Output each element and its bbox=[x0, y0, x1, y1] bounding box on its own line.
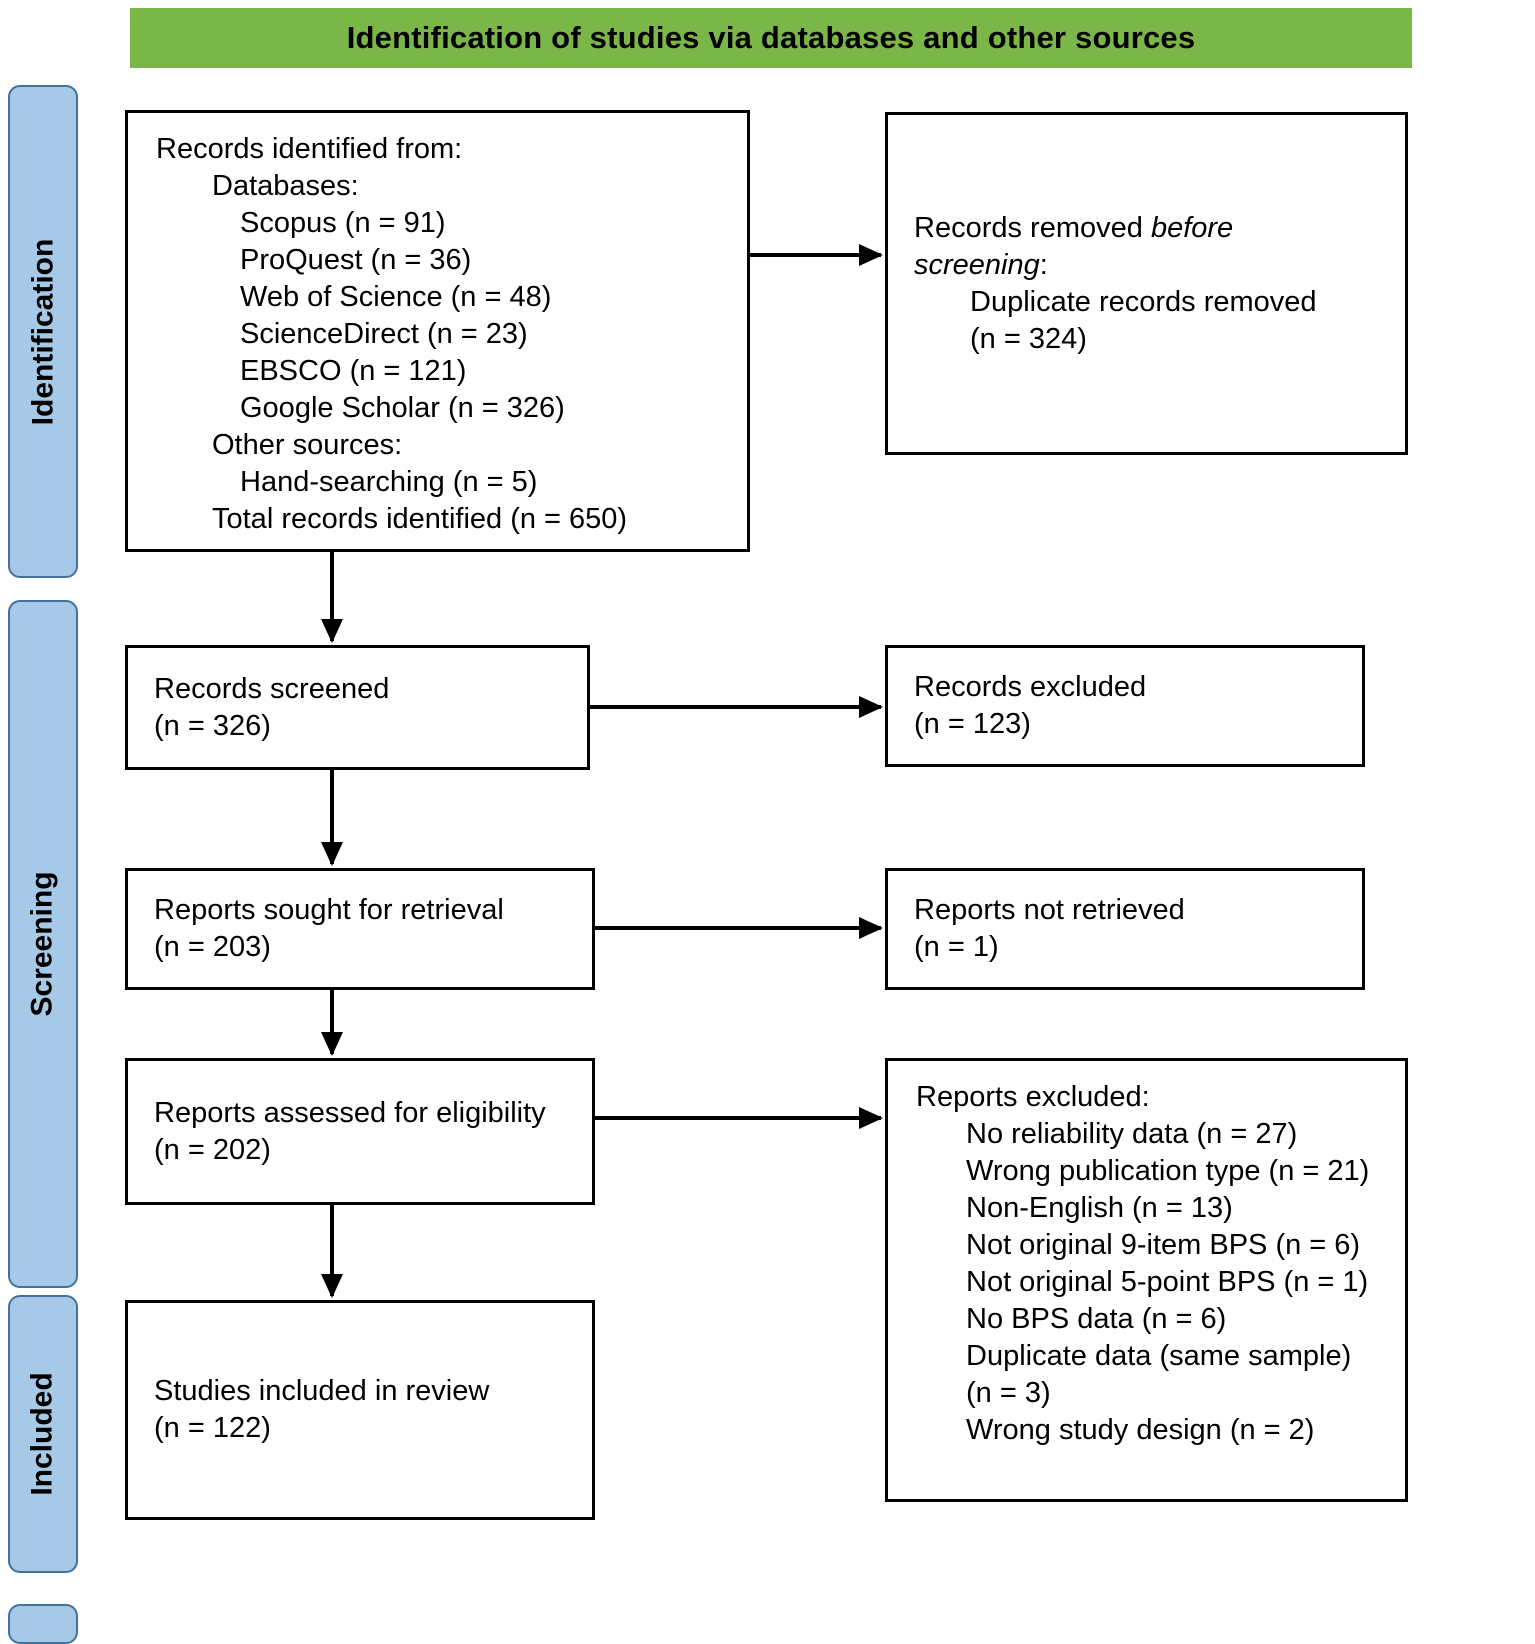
box-records-excluded bbox=[885, 645, 1365, 767]
text-line: (n = 202) bbox=[154, 1133, 271, 1166]
text-line: (n = 1) bbox=[914, 931, 999, 963]
text-line: (n = 123) bbox=[914, 708, 1031, 740]
text-line: No reliability data (n = 27) bbox=[966, 1118, 1298, 1150]
text-line: Wrong study design (n = 2) bbox=[966, 1414, 1315, 1446]
box-reports-not-retrieved bbox=[885, 868, 1365, 990]
box-reports-assessed bbox=[125, 1058, 595, 1205]
text-line: Total records identified (n = 650) bbox=[212, 503, 628, 535]
stage-identification-label: Identification bbox=[26, 238, 60, 425]
text-line: Reports excluded: bbox=[916, 1081, 1150, 1113]
banner-title: Identification of studies via databases and other sources bbox=[130, 8, 1412, 68]
stage-included bbox=[8, 1295, 78, 1573]
text-line: No BPS data (n = 6) bbox=[966, 1303, 1227, 1335]
box-records-identified bbox=[125, 110, 750, 552]
box-reports-sought bbox=[125, 868, 595, 990]
text-line: Not original 9-item BPS (n = 6) bbox=[966, 1229, 1361, 1261]
text-line: Duplicate records removed (n = 324) bbox=[970, 285, 1317, 355]
text-line: Databases: bbox=[212, 170, 359, 202]
box-studies-included bbox=[125, 1300, 595, 1520]
text-line: Reports sought for retrieval bbox=[154, 894, 504, 926]
box-reports-excluded bbox=[885, 1058, 1408, 1502]
box-records-screened bbox=[125, 645, 590, 770]
text-line: Duplicate data (same sample) (n = 3) bbox=[966, 1340, 1352, 1409]
text-line: Reports assessed for eligibility bbox=[154, 1096, 546, 1129]
text-line: Scopus (n = 91) bbox=[240, 207, 446, 239]
text-segment: : bbox=[1039, 248, 1048, 281]
stage-partial-cropped bbox=[8, 1604, 78, 1644]
text-line: Records excluded bbox=[914, 671, 1147, 703]
text-line: Non-English (n = 13) bbox=[966, 1192, 1233, 1224]
text-line: Hand-searching (n = 5) bbox=[240, 466, 538, 498]
text-line: Wrong publication type (n = 21) bbox=[966, 1155, 1370, 1187]
text-line: EBSCO (n = 121) bbox=[240, 355, 467, 387]
text-line bbox=[914, 210, 1369, 284]
stage-identification bbox=[8, 85, 78, 578]
text-line: Web of Science (n = 48) bbox=[240, 281, 552, 313]
text-line: Other sources: bbox=[212, 429, 403, 461]
text-line: Records identified from: bbox=[156, 133, 463, 165]
stage-screening-label: Screening bbox=[26, 871, 59, 1017]
text-segment-italic: before screening bbox=[914, 211, 1234, 281]
text-line: (n = 326) bbox=[154, 709, 271, 742]
text-line: Not original 5-point BPS (n = 1) bbox=[966, 1266, 1369, 1298]
text-line: (n = 122) bbox=[154, 1412, 271, 1444]
text-segment: Records removed bbox=[914, 211, 1151, 244]
text-line: Google Scholar (n = 326) bbox=[240, 392, 565, 424]
stage-included-label: Included bbox=[26, 1372, 59, 1496]
stage-screening bbox=[8, 600, 78, 1288]
text-line: Records screened bbox=[154, 672, 390, 705]
box-records-removed bbox=[885, 112, 1408, 455]
text-line: Studies included in review bbox=[154, 1375, 490, 1407]
text-line: (n = 203) bbox=[154, 931, 271, 963]
text-line: Reports not retrieved bbox=[914, 894, 1185, 926]
text-line: ScienceDirect (n = 23) bbox=[240, 318, 528, 350]
text-line: ProQuest (n = 36) bbox=[240, 244, 472, 276]
